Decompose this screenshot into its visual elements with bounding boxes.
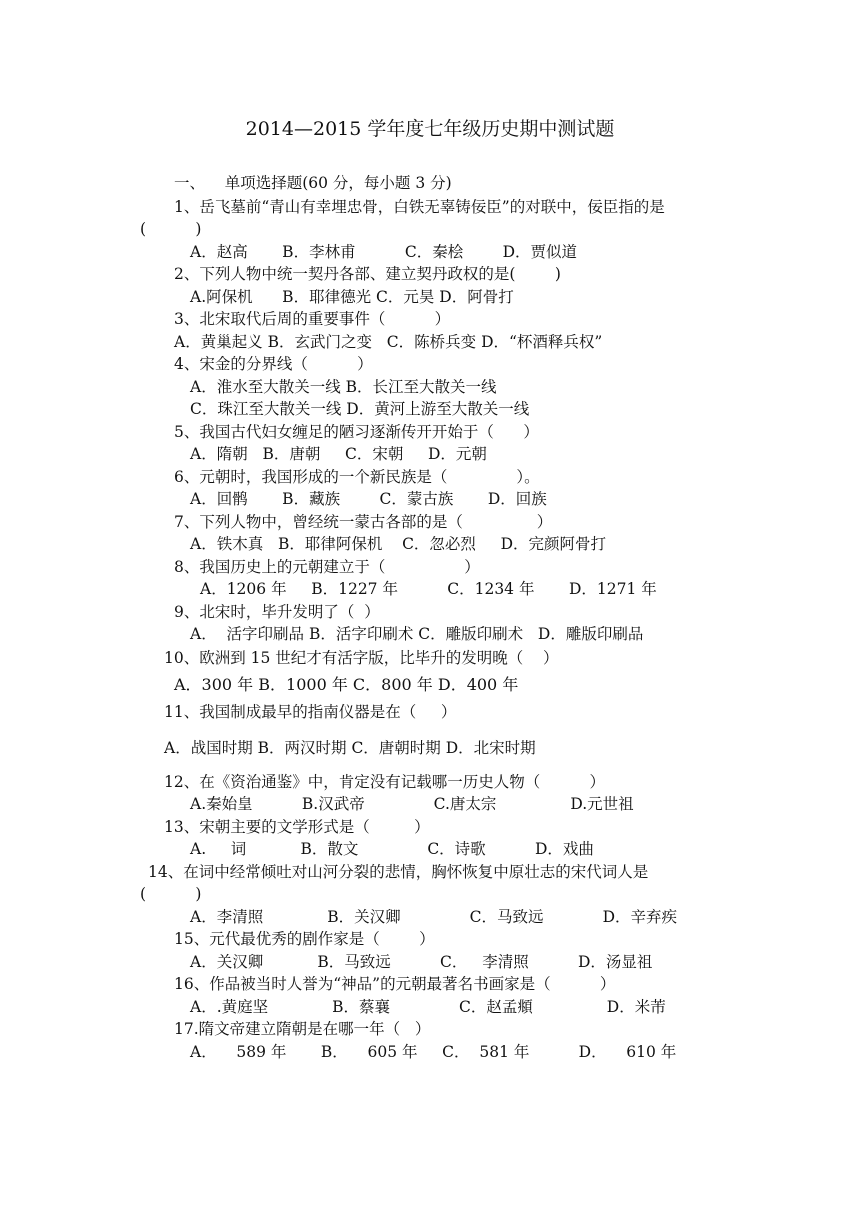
question-3: 3、北宋取代后周的重要事件（ ） <box>174 310 451 328</box>
question-12: 12、在《资治通鉴》中，肯定没有记载哪一历史人物（ ） <box>164 773 605 791</box>
question-4-options-2: C．珠江至大散关一线 D．黄河上游至大散关一线 <box>190 400 530 418</box>
question-7-options: A．铁木真 B．耶律阿保机 C．忽必烈 D．完颜阿骨打 <box>190 535 606 553</box>
question-3-options: A．黄巢起义 B．玄武门之变 C．陈桥兵变 D．“杯酒释兵权” <box>174 333 603 351</box>
question-2-options: A.阿保机 B．耶律德光 C．元昊 D．阿骨打 <box>190 288 514 306</box>
question-13-options: A. 词 B．散文 C．诗歌 D．戏曲 <box>190 840 594 858</box>
question-14-options: A．李清照 B．关汉卿 C．马致远 D．辛弃疾 <box>190 908 678 926</box>
question-5-options: A．隋朝 B．唐朝 C．宋朝 D．元朝 <box>190 445 487 463</box>
question-14: 14、在词中经常倾吐对山河分裂的悲情，胸怀恢复中原壮志的宋代词人是 <box>148 863 649 881</box>
question-4-options-1: A．淮水至大散关一线 B．长江至大散关一线 <box>190 378 497 396</box>
question-7: 7、下列人物中，曾经统一蒙古各部的是（ ） <box>174 513 553 531</box>
section-heading: 一、 单项选择题(60 分，每小题 3 分) <box>174 174 452 192</box>
question-17-options: A． 589 年 B． 605 年 C． 581 年 D． 610 年 <box>190 1043 677 1061</box>
question-9-options: A． 活字印刷品 B．活字印刷术 C．雕版印刷术 D．雕版印刷品 <box>190 625 644 643</box>
question-15: 15、元代最优秀的剧作家是（ ） <box>174 930 435 948</box>
question-9: 9、北宋时，毕升发明了（ ） <box>174 603 380 621</box>
question-8-options: A．1206 年 B．1227 年 C．1234 年 D．1271 年 <box>200 580 657 598</box>
question-10: 10、欧洲到 15 世纪才有活字版，比毕升的发明晚（ ） <box>164 649 559 667</box>
question-5: 5、我国古代妇女缠足的陋习逐渐传开开始于（ ） <box>174 423 539 441</box>
question-12-options: A.秦始皇 B.汉武帝 C.唐太宗 D.元世祖 <box>190 795 634 813</box>
question-16-options: A．.黄庭坚 B．蔡襄 C．赵孟頫 D．米芾 <box>190 998 666 1016</box>
question-1-blank: ( ) <box>140 220 202 238</box>
question-6: 6、元朝时，我国形成的一个新民族是（ ）。 <box>174 468 540 486</box>
question-14-blank: ( ) <box>140 885 202 903</box>
question-11-options: A．战国时期 B．两汉时期 C．唐朝时期 D．北宋时期 <box>164 739 536 757</box>
question-4: 4、宋金的分界线（ ） <box>174 355 373 373</box>
question-1-options: A．赵高 B．李林甫 C．秦桧 D．贾似道 <box>190 243 578 261</box>
question-6-options: A．回鹘 B．藏族 C．蒙古族 D．回族 <box>190 490 547 508</box>
question-16: 16、作品被当时人誉为“神品”的元朝最著名书画家是（ ） <box>174 975 616 993</box>
question-10-options: A．300 年 B．1000 年 C．800 年 D．400 年 <box>174 675 519 694</box>
question-1: 1、岳飞墓前“青山有幸埋忠骨，白铁无辜铸佞臣”的对联中，佞臣指的是 <box>174 198 665 216</box>
question-8: 8、我国历史上的元朝建立于（ ） <box>174 558 480 576</box>
question-2: 2、下列人物中统一契丹各部、建立契丹政权的是( ) <box>174 265 561 283</box>
question-17: 17.隋文帝建立隋朝是在哪一年（ ） <box>174 1020 431 1038</box>
question-13: 13、宋朝主要的文学形式是（ ） <box>164 818 430 836</box>
page-title: 2014—2015 学年度七年级历史期中测试题 <box>245 118 615 140</box>
question-15-options: A．关汉卿 B．马致远 C． 李清照 D．汤显祖 <box>190 953 653 971</box>
question-11: 11、我国制成最早的指南仪器是在（ ） <box>164 703 457 721</box>
